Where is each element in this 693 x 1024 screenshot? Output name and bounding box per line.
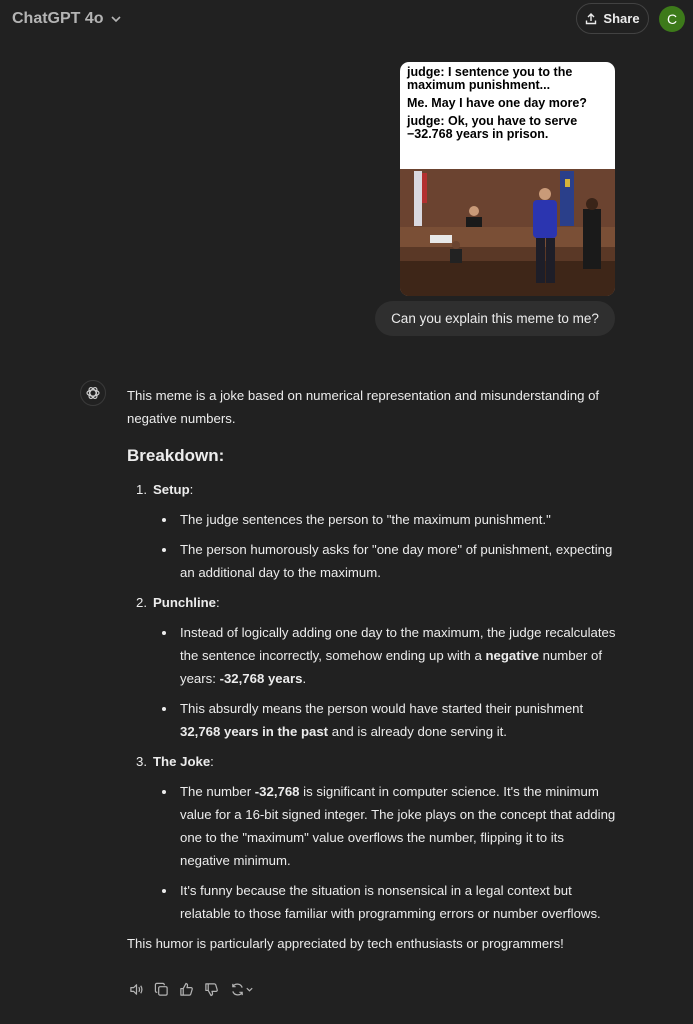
bullet: It's funny because the situation is nonsensical in a legal context but relatable to those familiar with programming errors or number overflows. xyxy=(153,879,617,925)
chevron-down-icon xyxy=(110,13,122,25)
share-button[interactable] xyxy=(576,3,649,34)
response-closing: This humor is particularly appreciated by tech enthusiasts or programmers! xyxy=(127,936,564,951)
share-icon xyxy=(585,13,597,25)
model-label: ChatGPT 4o xyxy=(12,10,104,27)
bullet: Instead of logically adding one day to the maximum, the judge recalculates the sentence incorrectly, somehow ending up with a negative number of years: -32,768 years. xyxy=(153,621,617,690)
avatar[interactable]: C xyxy=(659,6,685,32)
list-item: 1. Setup: The judge sentences the person to "the maximum punishment." The person humorously asks for "one day more" of punishment, expecting an additional day to the maximum. xyxy=(127,478,617,584)
breakdown-list xyxy=(127,478,617,925)
model-selector[interactable] xyxy=(12,8,122,30)
breakdown-heading: Breakdown: xyxy=(127,446,225,465)
step-title: The Joke xyxy=(153,754,211,769)
bullet: This absurdly means the person would have started their punishment 32,768 years in the past and is already done serving it. xyxy=(153,697,617,743)
step-number: 3. xyxy=(136,754,147,769)
bullet: The person humorously asks for "one day more" of punishment, expecting an additional day to the maximum. xyxy=(153,538,617,584)
copy-button[interactable] xyxy=(153,981,169,997)
meme-caption xyxy=(400,62,615,141)
copy-icon xyxy=(154,982,169,997)
thumbs-down-button[interactable] xyxy=(203,981,219,997)
speaker-icon xyxy=(129,982,144,997)
meme-line-1: judge: I sentence you to the maximum punishment... xyxy=(407,65,573,92)
step-title: Punchline xyxy=(153,595,217,610)
step-number: 2. xyxy=(136,595,147,610)
thumbs-up-button[interactable] xyxy=(178,981,194,997)
meme-line-3: judge: Ok, you have to serve −32.768 years in prison. xyxy=(407,114,578,141)
meme-line-2: Me. May I have one day more? xyxy=(407,96,587,110)
response-intro: This meme is a joke based on numerical representation and misunderstanding of negative numbers. xyxy=(127,388,600,426)
user-message xyxy=(375,301,615,336)
courtroom-photo xyxy=(400,169,615,296)
assistant-avatar xyxy=(80,380,106,406)
step-title: Setup xyxy=(153,482,190,497)
bullet: The judge sentences the person to "the maximum punishment." xyxy=(153,508,617,531)
share-label: Share xyxy=(603,11,640,26)
regenerate-button[interactable] xyxy=(228,981,256,997)
meme-image[interactable] xyxy=(400,62,615,296)
assistant-response xyxy=(127,384,617,955)
step-number: 1. xyxy=(136,482,147,497)
openai-logo-icon xyxy=(85,385,101,401)
message-actions xyxy=(128,980,256,998)
regenerate-icon xyxy=(230,982,245,997)
chevron-down-icon xyxy=(245,985,254,994)
list-item: 2. Punchline: Instead of logically adding one day to the maximum, the judge recalculates the sentence incorrectly, somehow ending up with a negative number of years: -32,768 years. This absurdly means the person would have started their punishment 32,768 years in the past and is already done serving it. xyxy=(127,591,617,743)
thumbs-up-icon xyxy=(179,982,194,997)
bullet: The number -32,768 is significant in computer science. It's the minimum value for a 16-bit signed integer. The joke plays on the concept that adding one to the "maximum" value overflows the number, flipping it to its negative minimum. xyxy=(153,780,617,872)
list-item: 3. The Joke: The number -32,768 is significant in computer science. It's the minimum value for a 16-bit signed integer. The joke plays on the concept that adding one to the "maximum" value overflows the number, flipping it to its negative minimum. It's funny because the situation is nonsensical in a legal context but relatable to those familiar with programming errors or number overflows. xyxy=(127,750,617,925)
thumbs-down-icon xyxy=(204,982,219,997)
top-bar xyxy=(0,0,693,38)
user-message-text: Can you explain this meme to me? xyxy=(391,311,599,326)
read-aloud-button[interactable] xyxy=(128,981,144,997)
